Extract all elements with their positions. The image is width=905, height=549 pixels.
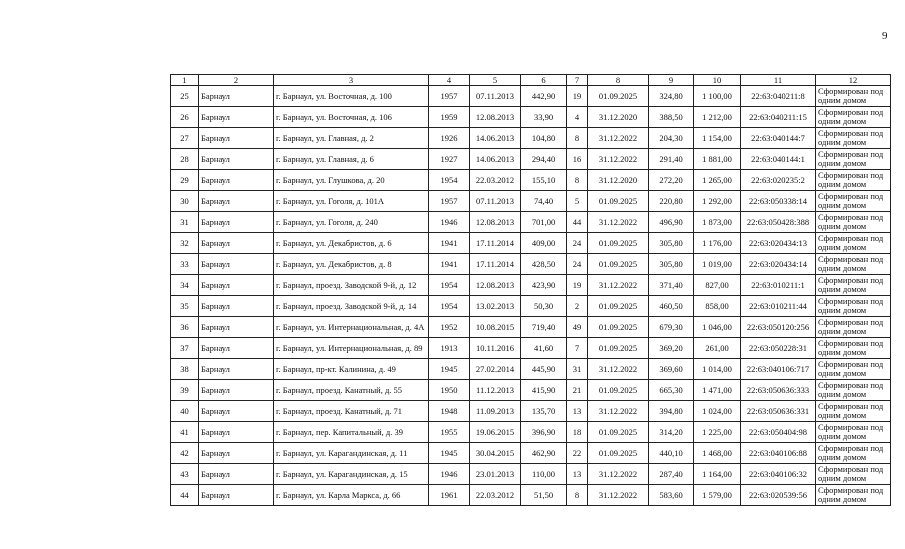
row-number: 26 bbox=[171, 107, 199, 128]
year-built-cell: 1954 bbox=[429, 275, 470, 296]
area-cell: 428,50 bbox=[521, 254, 567, 275]
table-row bbox=[171, 254, 891, 275]
cadastral-number-cell: 22:63:050120:256 bbox=[741, 317, 816, 338]
row-number: 35 bbox=[171, 296, 199, 317]
deadline-cell: 31.12.2022 bbox=[588, 128, 649, 149]
year-built-cell: 1948 bbox=[429, 401, 470, 422]
address-cell: г. Барнаул, проезд. Канатный, д. 71 bbox=[274, 401, 429, 422]
count-cell: 24 bbox=[567, 254, 588, 275]
cost-cell: 305,80 bbox=[649, 233, 694, 254]
land-area-cell: 1 100,00 bbox=[694, 86, 741, 107]
table-row bbox=[171, 212, 891, 233]
deadline-cell: 31.12.2022 bbox=[588, 149, 649, 170]
count-cell: 19 bbox=[567, 275, 588, 296]
land-area-cell: 261,00 bbox=[694, 338, 741, 359]
land-area-cell: 1 046,00 bbox=[694, 317, 741, 338]
city-cell: Барнаул bbox=[199, 191, 274, 212]
cost-cell: 496,90 bbox=[649, 212, 694, 233]
row-number: 41 bbox=[171, 422, 199, 443]
column-header: 8 bbox=[588, 75, 649, 86]
address-cell: г. Барнаул, ул. Восточная, д. 106 bbox=[274, 107, 429, 128]
year-built-cell: 1955 bbox=[429, 422, 470, 443]
deadline-cell: 31.12.2022 bbox=[588, 275, 649, 296]
city-cell: Барнаул bbox=[199, 380, 274, 401]
cadastral-number-cell: 22:63:020539:56 bbox=[741, 485, 816, 506]
status-cell: Сформирован под одним домом bbox=[816, 149, 891, 170]
deadline-cell: 31.12.2022 bbox=[588, 464, 649, 485]
cost-cell: 369,60 bbox=[649, 359, 694, 380]
count-cell: 31 bbox=[567, 359, 588, 380]
deadline-cell: 01.09.2025 bbox=[588, 422, 649, 443]
status-cell: Сформирован под одним домом bbox=[816, 296, 891, 317]
area-cell: 445,90 bbox=[521, 359, 567, 380]
column-header: 7 bbox=[567, 75, 588, 86]
column-header: 9 bbox=[649, 75, 694, 86]
city-cell: Барнаул bbox=[199, 170, 274, 191]
land-area-cell: 1 468,00 bbox=[694, 443, 741, 464]
deadline-cell: 01.09.2025 bbox=[588, 443, 649, 464]
table-row bbox=[171, 464, 891, 485]
date-cell: 07.11.2013 bbox=[470, 191, 521, 212]
deadline-cell: 31.12.2022 bbox=[588, 485, 649, 506]
count-cell: 18 bbox=[567, 422, 588, 443]
count-cell: 2 bbox=[567, 296, 588, 317]
area-cell: 396,90 bbox=[521, 422, 567, 443]
cadastral-number-cell: 22:63:020434:13 bbox=[741, 233, 816, 254]
year-built-cell: 1961 bbox=[429, 485, 470, 506]
date-cell: 11.09.2013 bbox=[470, 401, 521, 422]
city-cell: Барнаул bbox=[199, 443, 274, 464]
table-row bbox=[171, 170, 891, 191]
status-cell: Сформирован под одним домом bbox=[816, 275, 891, 296]
cost-cell: 583,60 bbox=[649, 485, 694, 506]
cost-cell: 305,80 bbox=[649, 254, 694, 275]
year-built-cell: 1941 bbox=[429, 233, 470, 254]
column-header: 2 bbox=[199, 75, 274, 86]
status-cell: Сформирован под одним домом bbox=[816, 338, 891, 359]
column-header: 10 bbox=[694, 75, 741, 86]
table-row bbox=[171, 233, 891, 254]
address-cell: г. Барнаул, проезд. Заводской 9-й, д. 12 bbox=[274, 275, 429, 296]
date-cell: 17.11.2014 bbox=[470, 233, 521, 254]
count-cell: 13 bbox=[567, 464, 588, 485]
land-area-cell: 1 024,00 bbox=[694, 401, 741, 422]
status-cell: Сформирован под одним домом bbox=[816, 401, 891, 422]
area-cell: 104,80 bbox=[521, 128, 567, 149]
cost-cell: 460,50 bbox=[649, 296, 694, 317]
date-cell: 19.06.2015 bbox=[470, 422, 521, 443]
area-cell: 110,00 bbox=[521, 464, 567, 485]
year-built-cell: 1959 bbox=[429, 107, 470, 128]
row-number: 40 bbox=[171, 401, 199, 422]
area-cell: 409,00 bbox=[521, 233, 567, 254]
city-cell: Барнаул bbox=[199, 107, 274, 128]
cost-cell: 220,80 bbox=[649, 191, 694, 212]
deadline-cell: 31.12.2022 bbox=[588, 212, 649, 233]
city-cell: Барнаул bbox=[199, 464, 274, 485]
address-cell: г. Барнаул, ул. Глушкова, д. 20 bbox=[274, 170, 429, 191]
date-cell: 23.01.2013 bbox=[470, 464, 521, 485]
land-area-cell: 858,00 bbox=[694, 296, 741, 317]
address-cell: г. Барнаул, ул. Карла Маркса, д. 66 bbox=[274, 485, 429, 506]
city-cell: Барнаул bbox=[199, 233, 274, 254]
address-cell: г. Барнаул, проезд. Заводской 9-й, д. 14 bbox=[274, 296, 429, 317]
status-cell: Сформирован под одним домом bbox=[816, 317, 891, 338]
status-cell: Сформирован под одним домом bbox=[816, 485, 891, 506]
area-cell: 51,50 bbox=[521, 485, 567, 506]
date-cell: 12.08.2013 bbox=[470, 275, 521, 296]
cadastral-number-cell: 22:63:040211:15 bbox=[741, 107, 816, 128]
year-built-cell: 1946 bbox=[429, 212, 470, 233]
cadastral-number-cell: 22:63:020235:2 bbox=[741, 170, 816, 191]
row-number: 27 bbox=[171, 128, 199, 149]
count-cell: 19 bbox=[567, 86, 588, 107]
date-cell: 13.02.2013 bbox=[470, 296, 521, 317]
area-cell: 442,90 bbox=[521, 86, 567, 107]
cadastral-number-cell: 22:63:020434:14 bbox=[741, 254, 816, 275]
address-cell: г. Барнаул, ул. Декабристов, д. 8 bbox=[274, 254, 429, 275]
land-area-cell: 1 019,00 bbox=[694, 254, 741, 275]
row-number: 36 bbox=[171, 317, 199, 338]
table-row bbox=[171, 443, 891, 464]
land-area-cell: 1 225,00 bbox=[694, 422, 741, 443]
column-header: 4 bbox=[429, 75, 470, 86]
cadastral-number-cell: 22:63:040106:32 bbox=[741, 464, 816, 485]
city-cell: Барнаул bbox=[199, 401, 274, 422]
area-cell: 74,40 bbox=[521, 191, 567, 212]
address-cell: г. Барнаул, ул. Карагандинская, д. 15 bbox=[274, 464, 429, 485]
status-cell: Сформирован под одним домом bbox=[816, 233, 891, 254]
count-cell: 8 bbox=[567, 485, 588, 506]
status-cell: Сформирован под одним домом bbox=[816, 107, 891, 128]
deadline-cell: 01.09.2025 bbox=[588, 233, 649, 254]
table-row bbox=[171, 485, 891, 506]
table-row bbox=[171, 86, 891, 107]
land-area-cell: 1 154,00 bbox=[694, 128, 741, 149]
city-cell: Барнаул bbox=[199, 338, 274, 359]
status-cell: Сформирован под одним домом bbox=[816, 422, 891, 443]
deadline-cell: 31.12.2022 bbox=[588, 401, 649, 422]
year-built-cell: 1945 bbox=[429, 359, 470, 380]
row-number: 25 bbox=[171, 86, 199, 107]
table-row bbox=[171, 107, 891, 128]
column-header: 12 bbox=[816, 75, 891, 86]
status-cell: Сформирован под одним домом bbox=[816, 359, 891, 380]
area-cell: 423,90 bbox=[521, 275, 567, 296]
count-cell: 49 bbox=[567, 317, 588, 338]
year-built-cell: 1927 bbox=[429, 149, 470, 170]
cadastral-number-cell: 22:63:050636:331 bbox=[741, 401, 816, 422]
cost-cell: 440,10 bbox=[649, 443, 694, 464]
cost-cell: 314,20 bbox=[649, 422, 694, 443]
status-cell: Сформирован под одним домом bbox=[816, 191, 891, 212]
year-built-cell: 1957 bbox=[429, 191, 470, 212]
status-cell: Сформирован под одним домом bbox=[816, 464, 891, 485]
table-row bbox=[171, 317, 891, 338]
address-cell: г. Барнаул, пр-кт. Калинина, д. 49 bbox=[274, 359, 429, 380]
address-cell: г. Барнаул, проезд. Канатный, д. 55 bbox=[274, 380, 429, 401]
land-area-cell: 1 292,00 bbox=[694, 191, 741, 212]
area-cell: 719,40 bbox=[521, 317, 567, 338]
status-cell: Сформирован под одним домом bbox=[816, 212, 891, 233]
area-cell: 41,60 bbox=[521, 338, 567, 359]
city-cell: Барнаул bbox=[199, 485, 274, 506]
cost-cell: 287,40 bbox=[649, 464, 694, 485]
count-cell: 4 bbox=[567, 107, 588, 128]
address-cell: г. Барнаул, ул. Гоголя, д. 101А bbox=[274, 191, 429, 212]
area-cell: 294,40 bbox=[521, 149, 567, 170]
row-number: 29 bbox=[171, 170, 199, 191]
land-area-cell: 1 014,00 bbox=[694, 359, 741, 380]
count-cell: 8 bbox=[567, 170, 588, 191]
deadline-cell: 01.09.2025 bbox=[588, 254, 649, 275]
city-cell: Барнаул bbox=[199, 149, 274, 170]
deadline-cell: 01.09.2025 bbox=[588, 296, 649, 317]
land-area-cell: 1 164,00 bbox=[694, 464, 741, 485]
column-header: 1 bbox=[171, 75, 199, 86]
status-cell: Сформирован под одним домом bbox=[816, 380, 891, 401]
cadastral-number-cell: 22:63:040106:717 bbox=[741, 359, 816, 380]
row-number: 30 bbox=[171, 191, 199, 212]
land-area-cell: 1 471,00 bbox=[694, 380, 741, 401]
page-number: 9 bbox=[882, 30, 888, 42]
cost-cell: 291,40 bbox=[649, 149, 694, 170]
table-row bbox=[171, 296, 891, 317]
year-built-cell: 1945 bbox=[429, 443, 470, 464]
cadastral-number-cell: 22:63:040211:8 bbox=[741, 86, 816, 107]
city-cell: Барнаул bbox=[199, 296, 274, 317]
column-header: 6 bbox=[521, 75, 567, 86]
city-cell: Барнаул bbox=[199, 254, 274, 275]
table-row bbox=[171, 422, 891, 443]
year-built-cell: 1941 bbox=[429, 254, 470, 275]
table-row bbox=[171, 275, 891, 296]
city-cell: Барнаул bbox=[199, 128, 274, 149]
row-number: 44 bbox=[171, 485, 199, 506]
date-cell: 30.04.2015 bbox=[470, 443, 521, 464]
table-row bbox=[171, 359, 891, 380]
row-number: 42 bbox=[171, 443, 199, 464]
cadastral-number-cell: 22:63:040106:88 bbox=[741, 443, 816, 464]
row-number: 38 bbox=[171, 359, 199, 380]
address-cell: г. Барнаул, ул. Декабристов, д. 6 bbox=[274, 233, 429, 254]
status-cell: Сформирован под одним домом bbox=[816, 443, 891, 464]
address-cell: г. Барнаул, ул. Восточная, д. 100 bbox=[274, 86, 429, 107]
cost-cell: 388,50 bbox=[649, 107, 694, 128]
count-cell: 16 bbox=[567, 149, 588, 170]
date-cell: 22.03.2012 bbox=[470, 170, 521, 191]
deadline-cell: 31.12.2020 bbox=[588, 170, 649, 191]
column-header: 3 bbox=[274, 75, 429, 86]
cost-cell: 204,30 bbox=[649, 128, 694, 149]
cost-cell: 394,80 bbox=[649, 401, 694, 422]
city-cell: Барнаул bbox=[199, 275, 274, 296]
date-cell: 11.12.2013 bbox=[470, 380, 521, 401]
cadastral-number-cell: 22:63:050338:14 bbox=[741, 191, 816, 212]
city-cell: Барнаул bbox=[199, 317, 274, 338]
row-number: 32 bbox=[171, 233, 199, 254]
date-cell: 14.06.2013 bbox=[470, 149, 521, 170]
address-cell: г. Барнаул, ул. Гоголя, д. 240 bbox=[274, 212, 429, 233]
count-cell: 8 bbox=[567, 128, 588, 149]
column-header: 5 bbox=[470, 75, 521, 86]
cadastral-number-cell: 22:63:040144:7 bbox=[741, 128, 816, 149]
status-cell: Сформирован под одним домом bbox=[816, 128, 891, 149]
year-built-cell: 1950 bbox=[429, 380, 470, 401]
cost-cell: 679,30 bbox=[649, 317, 694, 338]
deadline-cell: 31.12.2022 bbox=[588, 359, 649, 380]
city-cell: Барнаул bbox=[199, 422, 274, 443]
cadastral-number-cell: 22:63:050404:98 bbox=[741, 422, 816, 443]
status-cell: Сформирован под одним домом bbox=[816, 170, 891, 191]
year-built-cell: 1926 bbox=[429, 128, 470, 149]
city-cell: Барнаул bbox=[199, 86, 274, 107]
table-row bbox=[171, 128, 891, 149]
date-cell: 10.08.2015 bbox=[470, 317, 521, 338]
row-number: 39 bbox=[171, 380, 199, 401]
status-cell: Сформирован под одним домом bbox=[816, 254, 891, 275]
row-number: 31 bbox=[171, 212, 199, 233]
address-cell: г. Барнаул, ул. Главная, д. 2 bbox=[274, 128, 429, 149]
row-number: 43 bbox=[171, 464, 199, 485]
status-cell: Сформирован под одним домом bbox=[816, 86, 891, 107]
land-area-cell: 827,00 bbox=[694, 275, 741, 296]
date-cell: 14.06.2013 bbox=[470, 128, 521, 149]
deadline-cell: 01.09.2025 bbox=[588, 338, 649, 359]
deadline-cell: 01.09.2025 bbox=[588, 191, 649, 212]
date-cell: 10.11.2016 bbox=[470, 338, 521, 359]
area-cell: 33,90 bbox=[521, 107, 567, 128]
date-cell: 07.11.2013 bbox=[470, 86, 521, 107]
year-built-cell: 1913 bbox=[429, 338, 470, 359]
date-cell: 27.02.2014 bbox=[470, 359, 521, 380]
city-cell: Барнаул bbox=[199, 359, 274, 380]
address-cell: г. Барнаул, ул. Карагандинская, д. 11 bbox=[274, 443, 429, 464]
cost-cell: 272,20 bbox=[649, 170, 694, 191]
cost-cell: 665,30 bbox=[649, 380, 694, 401]
year-built-cell: 1957 bbox=[429, 86, 470, 107]
count-cell: 44 bbox=[567, 212, 588, 233]
cadastral-number-cell: 22:63:050636:333 bbox=[741, 380, 816, 401]
cost-cell: 371,40 bbox=[649, 275, 694, 296]
deadline-cell: 01.09.2025 bbox=[588, 380, 649, 401]
cadastral-number-cell: 22:63:010211:1 bbox=[741, 275, 816, 296]
count-cell: 5 bbox=[567, 191, 588, 212]
data-table bbox=[170, 74, 891, 506]
date-cell: 12.08.2013 bbox=[470, 107, 521, 128]
table-row bbox=[171, 149, 891, 170]
table-row bbox=[171, 338, 891, 359]
address-cell: г. Барнаул, ул. Главная, д. 6 bbox=[274, 149, 429, 170]
row-number: 34 bbox=[171, 275, 199, 296]
count-cell: 13 bbox=[567, 401, 588, 422]
address-cell: г. Барнаул, ул. Интернациональная, д. 89 bbox=[274, 338, 429, 359]
address-cell: г. Барнаул, ул. Интернациональная, д. 4А bbox=[274, 317, 429, 338]
cadastral-number-cell: 22:63:010211:44 bbox=[741, 296, 816, 317]
count-cell: 7 bbox=[567, 338, 588, 359]
area-cell: 135,70 bbox=[521, 401, 567, 422]
deadline-cell: 01.09.2025 bbox=[588, 317, 649, 338]
land-area-cell: 1 212,00 bbox=[694, 107, 741, 128]
date-cell: 12.08.2013 bbox=[470, 212, 521, 233]
count-cell: 24 bbox=[567, 233, 588, 254]
address-cell: г. Барнаул, пер. Капитальный, д. 39 bbox=[274, 422, 429, 443]
row-number: 33 bbox=[171, 254, 199, 275]
cost-cell: 369,20 bbox=[649, 338, 694, 359]
area-cell: 415,90 bbox=[521, 380, 567, 401]
year-built-cell: 1952 bbox=[429, 317, 470, 338]
table-row bbox=[171, 401, 891, 422]
area-cell: 155,10 bbox=[521, 170, 567, 191]
date-cell: 17.11.2014 bbox=[470, 254, 521, 275]
area-cell: 462,90 bbox=[521, 443, 567, 464]
year-built-cell: 1954 bbox=[429, 170, 470, 191]
land-area-cell: 1 873,00 bbox=[694, 212, 741, 233]
city-cell: Барнаул bbox=[199, 212, 274, 233]
count-cell: 21 bbox=[567, 380, 588, 401]
land-area-cell: 1 881,00 bbox=[694, 149, 741, 170]
column-header: 11 bbox=[741, 75, 816, 86]
date-cell: 22.03.2012 bbox=[470, 485, 521, 506]
land-area-cell: 1 265,00 bbox=[694, 170, 741, 191]
land-area-cell: 1 176,00 bbox=[694, 233, 741, 254]
cadastral-number-cell: 22:63:040144:1 bbox=[741, 149, 816, 170]
cadastral-number-cell: 22:63:050228:31 bbox=[741, 338, 816, 359]
deadline-cell: 01.09.2025 bbox=[588, 86, 649, 107]
year-built-cell: 1954 bbox=[429, 296, 470, 317]
row-number: 28 bbox=[171, 149, 199, 170]
area-cell: 701,00 bbox=[521, 212, 567, 233]
table-row bbox=[171, 191, 891, 212]
table-header-row bbox=[171, 75, 891, 86]
table-row bbox=[171, 380, 891, 401]
deadline-cell: 31.12.2020 bbox=[588, 107, 649, 128]
cost-cell: 324,80 bbox=[649, 86, 694, 107]
area-cell: 50,30 bbox=[521, 296, 567, 317]
land-area-cell: 1 579,00 bbox=[694, 485, 741, 506]
count-cell: 22 bbox=[567, 443, 588, 464]
row-number: 37 bbox=[171, 338, 199, 359]
cadastral-number-cell: 22:63:050428:388 bbox=[741, 212, 816, 233]
year-built-cell: 1946 bbox=[429, 464, 470, 485]
